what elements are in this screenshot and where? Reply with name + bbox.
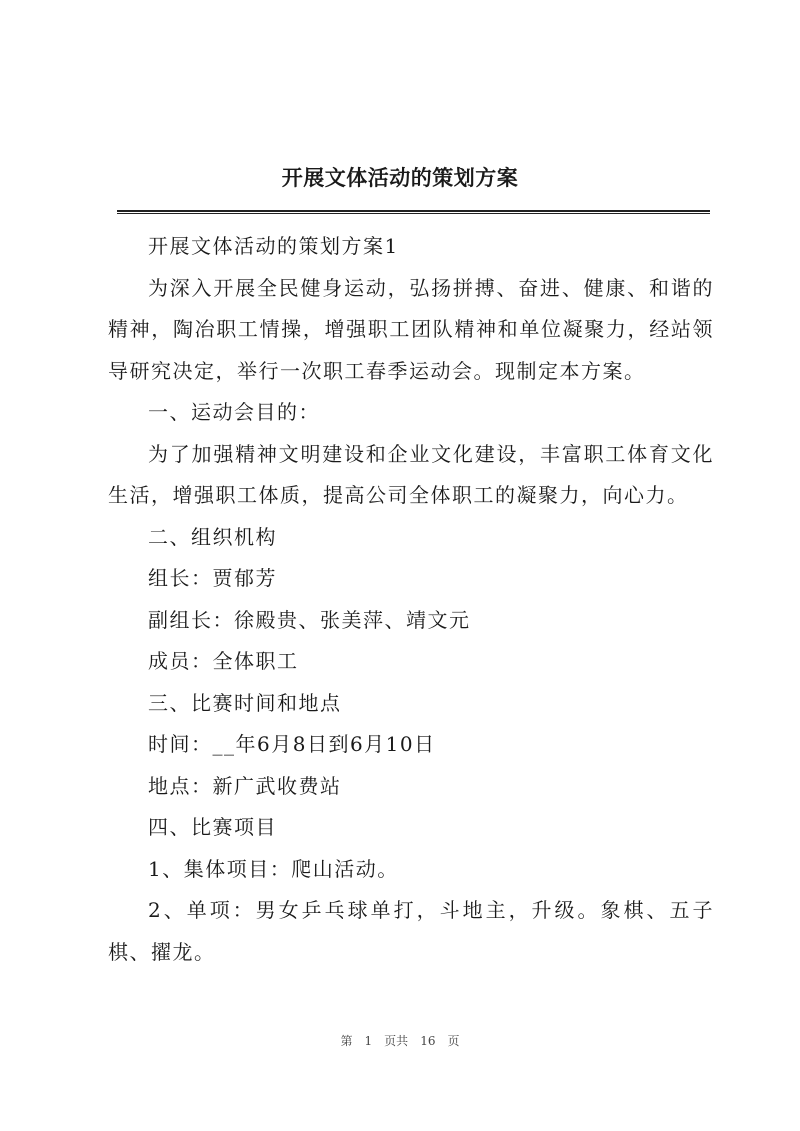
total-pages-number: 16 xyxy=(420,1034,436,1048)
members-line: 成员：全体职工 xyxy=(148,649,299,673)
page-middle-text: 页共 xyxy=(384,1034,409,1048)
section-heading-events: 四、比赛项目 xyxy=(148,815,277,839)
document-body xyxy=(108,226,714,973)
section-heading-time-place: 三、比赛时间和地点 xyxy=(148,690,342,715)
place-line: 地点：新广武收费站 xyxy=(148,773,342,798)
title-underline xyxy=(117,210,710,214)
purpose-paragraph: 为了加强精神文明建设和企业文化建设，丰富职工体育文化生活，增强职工体质，提高公司全体职工的凝聚力，向心力。 xyxy=(108,441,714,507)
section-heading-purpose: 一、运动会目的： xyxy=(148,400,320,424)
individual-events-paragraph: 2、单项：男女乒乓球单打，斗地主，升级。象棋、五子棋、擢龙。 xyxy=(108,898,714,964)
page-suffix: 页 xyxy=(447,1034,460,1048)
group-event-line: 1、集体项目：爬山活动。 xyxy=(148,856,399,881)
leader-line: 组长：贾郁芳 xyxy=(148,566,277,590)
intro-paragraph: 为深入开展全民健身运动，弘扬拼搏、奋进、健康、和谐的精神，陶冶职工情操，增强职工团队精神和单位凝聚力，经站领导研究决定，举行一次职工春季运动会。现制定本方案。 xyxy=(108,275,714,383)
section-heading-organization: 二、组织机构 xyxy=(148,524,277,549)
deputy-leader-line: 副组长：徐殿贵、张美萍、靖文元 xyxy=(148,607,471,632)
page-prefix: 第 xyxy=(340,1034,353,1048)
subtitle-paragraph: 开展文体活动的策划方案1 xyxy=(148,234,399,258)
page-footer xyxy=(0,1032,800,1049)
time-line: 时间：__年6月8日到6月10日 xyxy=(148,732,436,756)
document-title: 开展文体活动的策划方案 xyxy=(281,165,519,190)
current-page-number: 1 xyxy=(364,1034,373,1048)
